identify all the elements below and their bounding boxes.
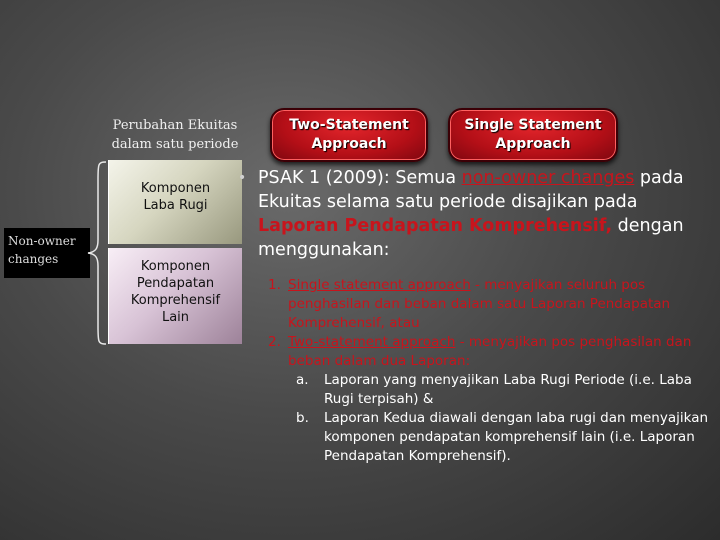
single-statement-approach-link[interactable]: Single statement approach [288, 277, 471, 293]
main-paragraph [238, 166, 708, 262]
non-owner-changes-link[interactable]: non-owner changes [461, 168, 635, 188]
left-title [104, 116, 246, 154]
brace-icon [86, 160, 108, 346]
list-item-number: 2. [268, 334, 281, 350]
main-text-3: pada Ekuitas selama satu periode disajikan pada [258, 168, 684, 212]
box1-line-1: Komponen [140, 181, 211, 196]
list-item-number: 1. [268, 277, 281, 293]
list-item-text: - menyajikan seluruh pos penghasilan dan beban dalam satu Laporan Pendapatan Komprehensif, atau [288, 277, 671, 331]
bullet-icon: • [238, 170, 247, 186]
single-statement-label-1: Single Statement [464, 117, 602, 133]
sub-list-item [268, 371, 714, 409]
single-statement-label-2: Approach [495, 136, 571, 152]
list-item [268, 276, 714, 333]
two-statement-label-2: Approach [311, 136, 387, 152]
two-statement-approach-link[interactable]: Two-statement approach [288, 334, 456, 350]
komponen-laba-rugi-box [108, 160, 242, 244]
list-item-text: - menyajikan pos penghasilan dan beban dalam dua Laporan: [288, 334, 692, 369]
box2-line-3: Komprehensif [130, 293, 221, 308]
box2-line-4: Lain [161, 310, 190, 325]
sub-list-item-text: Laporan Kedua diawali dengan laba rugi dan menyajikan komponen pendapatan komprehensif lain (i.e. Laporan Pendapatan Komprehensif). [324, 410, 709, 464]
two-statement-approach-button[interactable] [270, 108, 428, 162]
sub-list-item-letter: b. [296, 410, 309, 426]
sub-list-item-text: Laporan yang menyajikan Laba Rugi Periode (i.e. Laba Rugi terpisah) & [324, 372, 692, 407]
box2-line-1: Komponen [140, 259, 211, 274]
sub-list-item-letter: a. [296, 372, 309, 388]
left-title-line-1: Perubahan Ekuitas [112, 118, 238, 133]
main-text-1: PSAK 1 (2009): Semua [258, 168, 462, 188]
non-owner-changes-label [4, 228, 90, 278]
box1-line-2: Laba Rugi [143, 198, 208, 213]
main-text-5: dengan menggunakan: [258, 216, 684, 260]
box2-line-2: Pendapatan [136, 276, 215, 291]
non-owner-line-2: changes [8, 252, 59, 266]
non-owner-line-1: Non-owner [8, 234, 76, 248]
list-item [268, 333, 714, 371]
sub-list-item [268, 409, 714, 466]
laporan-pendapatan-komprehensif-text: Laporan Pendapatan Komprehensif, [258, 216, 613, 236]
left-title-line-2: dalam satu periode [111, 137, 239, 152]
single-statement-approach-button[interactable] [448, 108, 618, 162]
approach-list [268, 276, 714, 466]
komponen-pendapatan-lain-box [108, 248, 242, 344]
two-statement-label-1: Two-Statement [289, 117, 409, 133]
